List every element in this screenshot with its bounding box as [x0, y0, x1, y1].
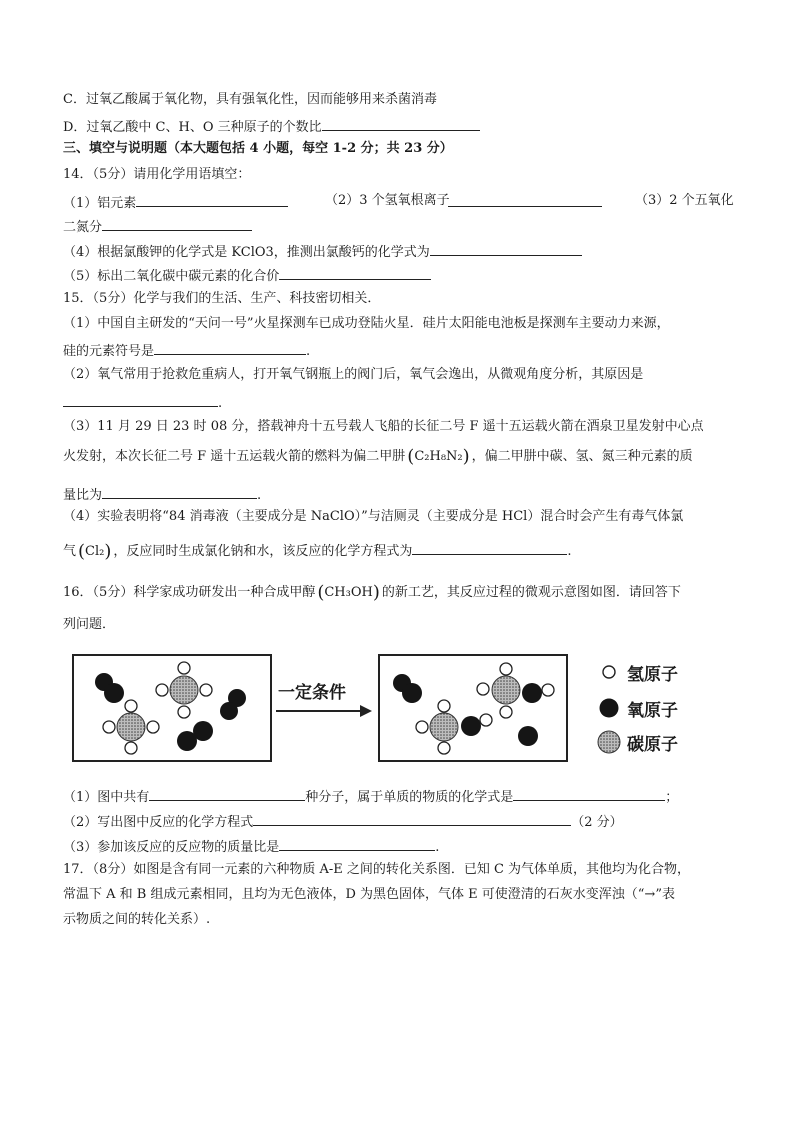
products-box [378, 654, 568, 762]
q16-stem: 16．（5分）科学家成功研发出一种合成甲醇 (CH₃OH) 的新工艺，其反应过程的微观示意图如图．请回答下 [63, 582, 681, 603]
reaction-condition-label: 一定条件 [278, 683, 346, 703]
answer-blank[interactable] [279, 265, 431, 280]
chem-formula: C₂H₈N₂ [414, 449, 463, 464]
q13-option-c: C．过氧乙酸属于氧化物，具有强氧化性，因而能够用来杀菌消毒 [63, 92, 437, 107]
answer-blank[interactable] [253, 811, 571, 826]
answer-blank[interactable] [412, 540, 567, 555]
q17-line2: 常温下 A 和 B 组成元素相同，且均为无色液体，D 为黑色固体，气体 E 可使澄清的石灰水变浑浊（“→”表 [63, 887, 675, 902]
q14-row2: 二氮分 [63, 216, 252, 237]
q17-line3: 示物质之间的转化关系）. [63, 912, 211, 927]
q15-p2b: . [63, 392, 222, 413]
answer-blank[interactable] [154, 340, 306, 355]
answer-blank[interactable] [63, 392, 218, 407]
answer-blank[interactable] [102, 216, 252, 231]
q15-stem: 15．（5分）化学与我们的生活、生产、科技密切相关． [63, 291, 381, 306]
oxygen-icon [598, 696, 620, 720]
answer-blank[interactable] [448, 192, 602, 207]
q15-p3b: 火发射，本次长征二号 F 遥十五运载火箭的燃料为偏二甲肼 (C₂H₈N₂) ，偏二甲肼中碳、氢、氮三种元素的质 [63, 446, 693, 467]
q13-option-d: D．过氧乙酸中 C、H、O 三种原子的个数比 [63, 116, 480, 137]
answer-blank[interactable] [513, 786, 665, 801]
methane-molecule [156, 662, 212, 718]
answer-blank[interactable] [102, 484, 257, 499]
reactant-molecules [74, 656, 270, 760]
arrow-icon [274, 704, 374, 718]
q15-p1a: （1）中国自主研发的“天问一号”火星探测车已成功登陆火星．硅片太阳能电池板是探测车主要动力来源， [63, 316, 670, 331]
chem-formula: CH₃OH [324, 585, 373, 600]
carbon-icon [597, 729, 621, 755]
q14-stem: 14．（5分）请用化学用语填空： [63, 167, 251, 182]
section-title: 三、填空与说明题（本大题包括 4 小题，每空 1-2 分；共 23 分） [63, 141, 453, 156]
q15-p4a: （4）实验表明将“84 消毒液（主要成分是 NaClO）”与洁厕灵（主要成分是 HCl）混合时会产生有毒气体氯 [63, 509, 684, 524]
q15-p1b: 硅的元素符号是 . [63, 340, 310, 361]
q15-p4b: 气 (Cl₂) ，反应同时生成氯化钠和水，该反应的化学方程式为 . [63, 541, 572, 562]
answer-blank[interactable] [322, 116, 480, 131]
q16-p1: （1）图中共有 种分子，属于单质的物质的化学式是 ； [63, 786, 678, 807]
q14-p5: （5）标出二氧化碳中碳元素的化合价 [63, 265, 431, 286]
q14-row1: （1）铝元素 （2）3 个氢氧根离子 （3）2 个五氧化 [63, 193, 734, 211]
methanol-molecule [477, 663, 554, 718]
q15-p3c: 量比为 . [63, 484, 261, 505]
answer-blank[interactable] [149, 786, 305, 801]
reaction-diagram: 一定条件 氢原子 氧原子 碳原子 [72, 654, 692, 764]
methanol-molecule [416, 700, 492, 754]
methane-molecule [103, 700, 159, 754]
oxygen-atom [104, 683, 124, 703]
hydrogen-icon [599, 661, 619, 683]
q16-p2: （2）写出图中反应的化学方程式 （2 分） [63, 811, 623, 832]
q16-p3: （3）参加该反应的反应物的质量比是 . [63, 836, 439, 857]
q15-p3a: （3）11 月 29 日 23 时 08 分，搭载神舟十五号载人飞船的长征二号 F 遥十五运载火箭在酒泉卫星发射中心点 [63, 419, 704, 434]
reactants-box [72, 654, 272, 762]
q15-p2a: （2）氧气常用于抢救危重病人，打开氧气钢瓶上的阀门后，氧气会逸出，从微观角度分析，其原因是 [63, 367, 644, 382]
q16-stem-cont: 列问题． [63, 617, 116, 632]
answer-blank[interactable] [430, 241, 582, 256]
q14-p4: （4）根据氯酸钾的化学式是 KClO3，推测出氯酸钙的化学式为 [63, 241, 582, 262]
answer-blank[interactable] [279, 836, 435, 851]
product-molecules [380, 656, 566, 760]
chem-formula: Cl₂ [85, 544, 105, 559]
q17-line1: 17．（8分）如图是含有同一元素的六种物质 A-E 之间的转化关系图．已知 C 为气体单质，其他均为化合物， [63, 862, 691, 877]
answer-blank[interactable] [136, 192, 288, 207]
